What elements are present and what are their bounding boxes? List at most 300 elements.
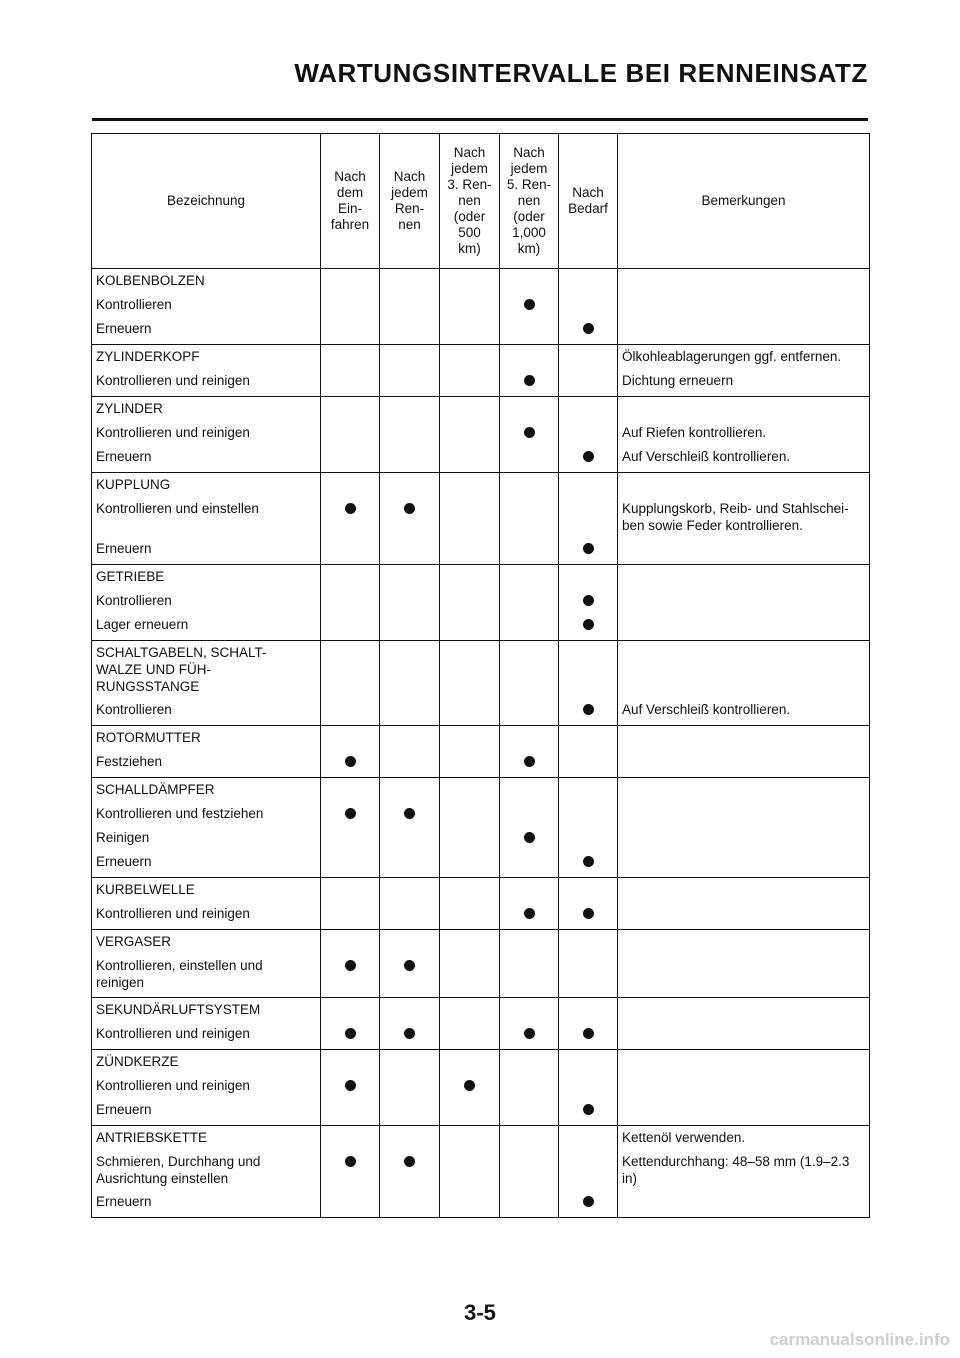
task-label: Kontrollieren und reinigen xyxy=(92,369,321,397)
bullet-mark-icon xyxy=(345,1156,356,1167)
task-label: Erneuern xyxy=(92,850,321,878)
task-label: Kontrollieren und reinigen xyxy=(92,1022,321,1050)
empty-cell xyxy=(321,345,380,370)
interval-cell xyxy=(321,497,380,537)
task-label: Reinigen xyxy=(92,826,321,850)
section-title: KURBELWELLE xyxy=(92,878,321,903)
interval-cell xyxy=(380,445,440,473)
interval-cell xyxy=(500,954,559,998)
empty-cell xyxy=(380,397,440,422)
interval-cell xyxy=(559,537,618,565)
interval-cell xyxy=(380,1150,440,1190)
empty-cell xyxy=(559,930,618,955)
empty-cell xyxy=(559,397,618,422)
interval-cell xyxy=(500,698,559,726)
empty-cell xyxy=(440,930,500,955)
section-header-row xyxy=(92,1126,870,1151)
remark-cell: Dichtung erneuern xyxy=(618,369,870,397)
interval-cell xyxy=(559,445,618,473)
title-rule xyxy=(92,118,868,121)
section-header-row xyxy=(92,878,870,903)
interval-cell xyxy=(559,293,618,317)
interval-cell xyxy=(321,613,380,641)
table-row xyxy=(92,1150,870,1190)
bullet-mark-icon xyxy=(583,1196,594,1207)
interval-cell xyxy=(559,497,618,537)
empty-cell xyxy=(500,397,559,422)
task-label: Erneuern xyxy=(92,537,321,565)
interval-cell xyxy=(321,537,380,565)
bullet-mark-icon xyxy=(524,1028,535,1039)
interval-cell xyxy=(559,421,618,445)
remark-cell xyxy=(618,1074,870,1098)
table-row xyxy=(92,750,870,778)
empty-cell xyxy=(500,473,559,498)
bullet-mark-icon xyxy=(524,299,535,310)
remark-cell xyxy=(618,954,870,998)
interval-cell xyxy=(500,537,559,565)
table-row xyxy=(92,954,870,998)
section-title: SCHALTGABELN, SCHALT- WALZE UND FÜH- RUNGSSTANGE xyxy=(92,641,321,699)
empty-cell xyxy=(380,778,440,803)
bullet-mark-icon xyxy=(345,1028,356,1039)
section-title: KUPPLUNG xyxy=(92,473,321,498)
empty-cell xyxy=(321,726,380,751)
interval-cell xyxy=(440,445,500,473)
interval-cell xyxy=(559,589,618,613)
empty-cell xyxy=(559,726,618,751)
task-label: Erneuern xyxy=(92,317,321,345)
interval-cell xyxy=(440,293,500,317)
section-title: VERGASER xyxy=(92,930,321,955)
interval-cell xyxy=(500,293,559,317)
empty-cell xyxy=(500,565,559,590)
interval-cell xyxy=(321,445,380,473)
interval-cell xyxy=(440,954,500,998)
empty-cell xyxy=(500,778,559,803)
column-header: Nach Bedarf xyxy=(559,134,618,269)
task-label: Kontrollieren xyxy=(92,589,321,613)
interval-cell xyxy=(440,826,500,850)
remark-cell xyxy=(618,1190,870,1218)
interval-cell xyxy=(500,1098,559,1126)
bullet-mark-icon xyxy=(583,1028,594,1039)
interval-cell xyxy=(559,902,618,930)
table-row xyxy=(92,826,870,850)
interval-cell xyxy=(380,1098,440,1126)
interval-cell xyxy=(321,802,380,826)
remark-cell xyxy=(618,726,870,751)
interval-cell xyxy=(500,802,559,826)
remark-cell: Auf Verschleiß kontrollieren. xyxy=(618,698,870,726)
interval-cell xyxy=(440,698,500,726)
bullet-mark-icon xyxy=(345,960,356,971)
interval-cell xyxy=(380,293,440,317)
interval-cell xyxy=(559,802,618,826)
empty-cell xyxy=(440,473,500,498)
table-row xyxy=(92,369,870,397)
section-title: ZYLINDERKOPF xyxy=(92,345,321,370)
table-row xyxy=(92,1074,870,1098)
bullet-mark-icon xyxy=(583,323,594,334)
interval-cell xyxy=(380,537,440,565)
interval-cell xyxy=(500,369,559,397)
page-title: WARTUNGSINTERVALLE BEI RENNEINSATZ xyxy=(294,58,868,88)
interval-cell xyxy=(500,317,559,345)
empty-cell xyxy=(500,998,559,1023)
interval-cell xyxy=(321,954,380,998)
interval-cell xyxy=(559,1098,618,1126)
table-header-row xyxy=(92,134,870,269)
empty-cell xyxy=(559,565,618,590)
empty-cell xyxy=(380,473,440,498)
interval-cell xyxy=(500,850,559,878)
remark-cell xyxy=(618,778,870,803)
bullet-mark-icon xyxy=(404,808,415,819)
interval-cell xyxy=(559,1190,618,1218)
task-label: Kontrollieren, einstellen und reinigen xyxy=(92,954,321,998)
empty-cell xyxy=(321,778,380,803)
empty-cell xyxy=(500,641,559,699)
section-title: ANTRIEBSKETTE xyxy=(92,1126,321,1151)
empty-cell xyxy=(500,930,559,955)
remark-cell xyxy=(618,565,870,590)
table-row xyxy=(92,698,870,726)
empty-cell xyxy=(559,269,618,294)
empty-cell xyxy=(500,726,559,751)
task-label: Kontrollieren und einstellen xyxy=(92,497,321,537)
interval-cell xyxy=(500,589,559,613)
interval-cell xyxy=(380,613,440,641)
table-row xyxy=(92,293,870,317)
remark-cell xyxy=(618,750,870,778)
interval-cell xyxy=(440,369,500,397)
table-row xyxy=(92,317,870,345)
interval-cell xyxy=(440,1150,500,1190)
watermark: carmanualsonline.info xyxy=(769,1330,950,1349)
remark-cell: Ölkohleablagerungen ggf. entfernen. xyxy=(618,345,870,370)
interval-cell xyxy=(321,369,380,397)
interval-cell xyxy=(321,293,380,317)
empty-cell xyxy=(440,998,500,1023)
interval-cell xyxy=(380,1074,440,1098)
empty-cell xyxy=(380,565,440,590)
empty-cell xyxy=(321,1126,380,1151)
interval-cell xyxy=(321,317,380,345)
section-header-row xyxy=(92,345,870,370)
empty-cell xyxy=(440,269,500,294)
empty-cell xyxy=(380,998,440,1023)
interval-cell xyxy=(500,1190,559,1218)
empty-cell xyxy=(440,397,500,422)
empty-cell xyxy=(559,641,618,699)
remark-cell xyxy=(618,317,870,345)
interval-cell xyxy=(380,369,440,397)
interval-cell xyxy=(440,902,500,930)
remark-cell xyxy=(618,850,870,878)
section-header-row xyxy=(92,778,870,803)
task-label: Kontrollieren und reinigen xyxy=(92,1074,321,1098)
interval-cell xyxy=(500,826,559,850)
empty-cell xyxy=(380,641,440,699)
task-label: Lager erneuern xyxy=(92,613,321,641)
table-row xyxy=(92,1190,870,1218)
interval-cell xyxy=(559,850,618,878)
remark-cell xyxy=(618,930,870,955)
empty-cell xyxy=(440,1050,500,1075)
column-header: Nach jedem 5. Ren- nen (oder 1,000 km) xyxy=(500,134,559,269)
section-header-row xyxy=(92,726,870,751)
bullet-mark-icon xyxy=(404,503,415,514)
empty-cell xyxy=(559,345,618,370)
table-row xyxy=(92,589,870,613)
remark-cell: Kettenöl verwenden. xyxy=(618,1126,870,1151)
interval-cell xyxy=(500,445,559,473)
bullet-mark-icon xyxy=(583,704,594,715)
empty-cell xyxy=(440,1126,500,1151)
section-header-row xyxy=(92,269,870,294)
empty-cell xyxy=(559,473,618,498)
task-label: Kontrollieren xyxy=(92,698,321,726)
interval-cell xyxy=(321,1150,380,1190)
empty-cell xyxy=(380,878,440,903)
section-header-row xyxy=(92,1050,870,1075)
interval-cell xyxy=(380,698,440,726)
interval-cell xyxy=(440,1022,500,1050)
empty-cell xyxy=(500,269,559,294)
column-header: Bemerkungen xyxy=(618,134,870,269)
column-header: Bezeichnung xyxy=(92,134,321,269)
interval-cell xyxy=(440,750,500,778)
task-label: Erneuern xyxy=(92,445,321,473)
interval-cell xyxy=(380,802,440,826)
bullet-mark-icon xyxy=(464,1080,475,1091)
task-label: Erneuern xyxy=(92,1190,321,1218)
section-header-row xyxy=(92,998,870,1023)
section-title: ZYLINDER xyxy=(92,397,321,422)
section-title: ZÜNDKERZE xyxy=(92,1050,321,1075)
interval-cell xyxy=(440,317,500,345)
empty-cell xyxy=(321,930,380,955)
remark-cell xyxy=(618,1050,870,1075)
remark-cell xyxy=(618,589,870,613)
bullet-mark-icon xyxy=(583,595,594,606)
empty-cell xyxy=(559,778,618,803)
interval-cell xyxy=(559,369,618,397)
bullet-mark-icon xyxy=(583,856,594,867)
task-label: Festziehen xyxy=(92,750,321,778)
section-header-row xyxy=(92,397,870,422)
empty-cell xyxy=(321,998,380,1023)
interval-cell xyxy=(321,826,380,850)
interval-cell xyxy=(500,1022,559,1050)
interval-cell xyxy=(321,750,380,778)
remark-cell xyxy=(618,641,870,699)
interval-cell xyxy=(500,750,559,778)
column-header: Nach dem Ein- fahren xyxy=(321,134,380,269)
interval-cell xyxy=(500,421,559,445)
interval-cell xyxy=(559,1074,618,1098)
remark-cell xyxy=(618,613,870,641)
table-row xyxy=(92,802,870,826)
interval-cell xyxy=(500,1074,559,1098)
empty-cell xyxy=(380,1050,440,1075)
remark-cell xyxy=(618,878,870,903)
empty-cell xyxy=(321,1050,380,1075)
interval-cell xyxy=(321,698,380,726)
interval-cell xyxy=(321,1190,380,1218)
empty-cell xyxy=(500,1050,559,1075)
interval-cell xyxy=(321,850,380,878)
interval-cell xyxy=(321,421,380,445)
empty-cell xyxy=(500,1126,559,1151)
interval-cell xyxy=(321,1074,380,1098)
remark-cell xyxy=(618,826,870,850)
table-row xyxy=(92,537,870,565)
empty-cell xyxy=(440,565,500,590)
empty-cell xyxy=(440,345,500,370)
empty-cell xyxy=(440,878,500,903)
remark-cell xyxy=(618,902,870,930)
remark-cell xyxy=(618,1098,870,1126)
task-label: Kontrollieren xyxy=(92,293,321,317)
remark-cell xyxy=(618,537,870,565)
interval-cell xyxy=(559,954,618,998)
bullet-mark-icon xyxy=(404,960,415,971)
table-row xyxy=(92,1022,870,1050)
interval-cell xyxy=(321,902,380,930)
interval-cell xyxy=(380,1022,440,1050)
bullet-mark-icon xyxy=(524,908,535,919)
table-row xyxy=(92,850,870,878)
remark-cell: Auf Riefen kontrollieren. xyxy=(618,421,870,445)
empty-cell xyxy=(440,726,500,751)
bullet-mark-icon xyxy=(524,375,535,386)
interval-cell xyxy=(440,421,500,445)
task-label: Kontrollieren und reinigen xyxy=(92,902,321,930)
interval-cell xyxy=(380,589,440,613)
task-label: Schmieren, Durchhang und Ausrichtung einstellen xyxy=(92,1150,321,1190)
empty-cell xyxy=(321,565,380,590)
table-row xyxy=(92,613,870,641)
interval-cell xyxy=(440,613,500,641)
section-header-row xyxy=(92,473,870,498)
bullet-mark-icon xyxy=(345,1080,356,1091)
empty-cell xyxy=(380,930,440,955)
remark-cell xyxy=(618,397,870,422)
empty-cell xyxy=(500,345,559,370)
empty-cell xyxy=(559,1050,618,1075)
interval-cell xyxy=(559,1150,618,1190)
interval-cell xyxy=(440,1190,500,1218)
interval-cell xyxy=(321,1022,380,1050)
interval-cell xyxy=(440,537,500,565)
remark-cell xyxy=(618,802,870,826)
interval-cell xyxy=(380,317,440,345)
empty-cell xyxy=(440,778,500,803)
interval-cell xyxy=(321,589,380,613)
table-row xyxy=(92,497,870,537)
bullet-mark-icon xyxy=(345,808,356,819)
empty-cell xyxy=(321,397,380,422)
empty-cell xyxy=(321,878,380,903)
bullet-mark-icon xyxy=(583,1104,594,1115)
bullet-mark-icon xyxy=(583,451,594,462)
section-header-row xyxy=(92,641,870,699)
section-title: SCHALLDÄMPFER xyxy=(92,778,321,803)
interval-cell xyxy=(440,1074,500,1098)
table-body xyxy=(92,269,870,1218)
interval-cell xyxy=(380,902,440,930)
section-header-row xyxy=(92,565,870,590)
interval-cell xyxy=(380,954,440,998)
empty-cell xyxy=(559,878,618,903)
task-label: Kontrollieren und festziehen xyxy=(92,802,321,826)
bullet-mark-icon xyxy=(583,543,594,554)
empty-cell xyxy=(321,269,380,294)
column-header: Nach jedem 3. Ren- nen (oder 500 km) xyxy=(440,134,500,269)
task-label: Kontrollieren und reinigen xyxy=(92,421,321,445)
interval-cell xyxy=(440,1098,500,1126)
bullet-mark-icon xyxy=(345,756,356,767)
empty-cell xyxy=(380,269,440,294)
interval-cell xyxy=(559,613,618,641)
page-number: 3-5 xyxy=(464,1300,496,1325)
section-header-row xyxy=(92,930,870,955)
interval-cell xyxy=(380,421,440,445)
interval-cell xyxy=(440,850,500,878)
remark-cell: Auf Verschleiß kontrollieren. xyxy=(618,445,870,473)
section-title: ROTORMUTTER xyxy=(92,726,321,751)
bullet-mark-icon xyxy=(583,619,594,630)
bullet-mark-icon xyxy=(583,908,594,919)
bullet-mark-icon xyxy=(524,756,535,767)
section-title: GETRIEBE xyxy=(92,565,321,590)
interval-cell xyxy=(440,802,500,826)
table-row xyxy=(92,421,870,445)
maintenance-table xyxy=(91,133,870,1218)
task-label: Erneuern xyxy=(92,1098,321,1126)
remark-cell xyxy=(618,473,870,498)
empty-cell xyxy=(440,641,500,699)
table-row xyxy=(92,902,870,930)
remark-cell: Kupplungskorb, Reib- und Stahlschei- ben sowie Feder kontrollieren. xyxy=(618,497,870,537)
remark-cell xyxy=(618,998,870,1023)
interval-cell xyxy=(559,1022,618,1050)
empty-cell xyxy=(380,345,440,370)
empty-cell xyxy=(321,473,380,498)
interval-cell xyxy=(380,750,440,778)
interval-cell xyxy=(440,497,500,537)
interval-cell xyxy=(559,826,618,850)
table-row xyxy=(92,1098,870,1126)
bullet-mark-icon xyxy=(345,503,356,514)
interval-cell xyxy=(440,589,500,613)
interval-cell xyxy=(380,826,440,850)
empty-cell xyxy=(559,1126,618,1151)
bullet-mark-icon xyxy=(524,832,535,843)
interval-cell xyxy=(559,698,618,726)
interval-cell xyxy=(500,613,559,641)
remark-cell xyxy=(618,1022,870,1050)
empty-cell xyxy=(321,641,380,699)
remark-cell: Kettendurchhang: 48–58 mm (1.9–2.3 in) xyxy=(618,1150,870,1190)
interval-cell xyxy=(380,850,440,878)
table-row xyxy=(92,445,870,473)
interval-cell xyxy=(380,497,440,537)
empty-cell xyxy=(380,1126,440,1151)
section-title: SEKUNDÄRLUFTSYSTEM xyxy=(92,998,321,1023)
